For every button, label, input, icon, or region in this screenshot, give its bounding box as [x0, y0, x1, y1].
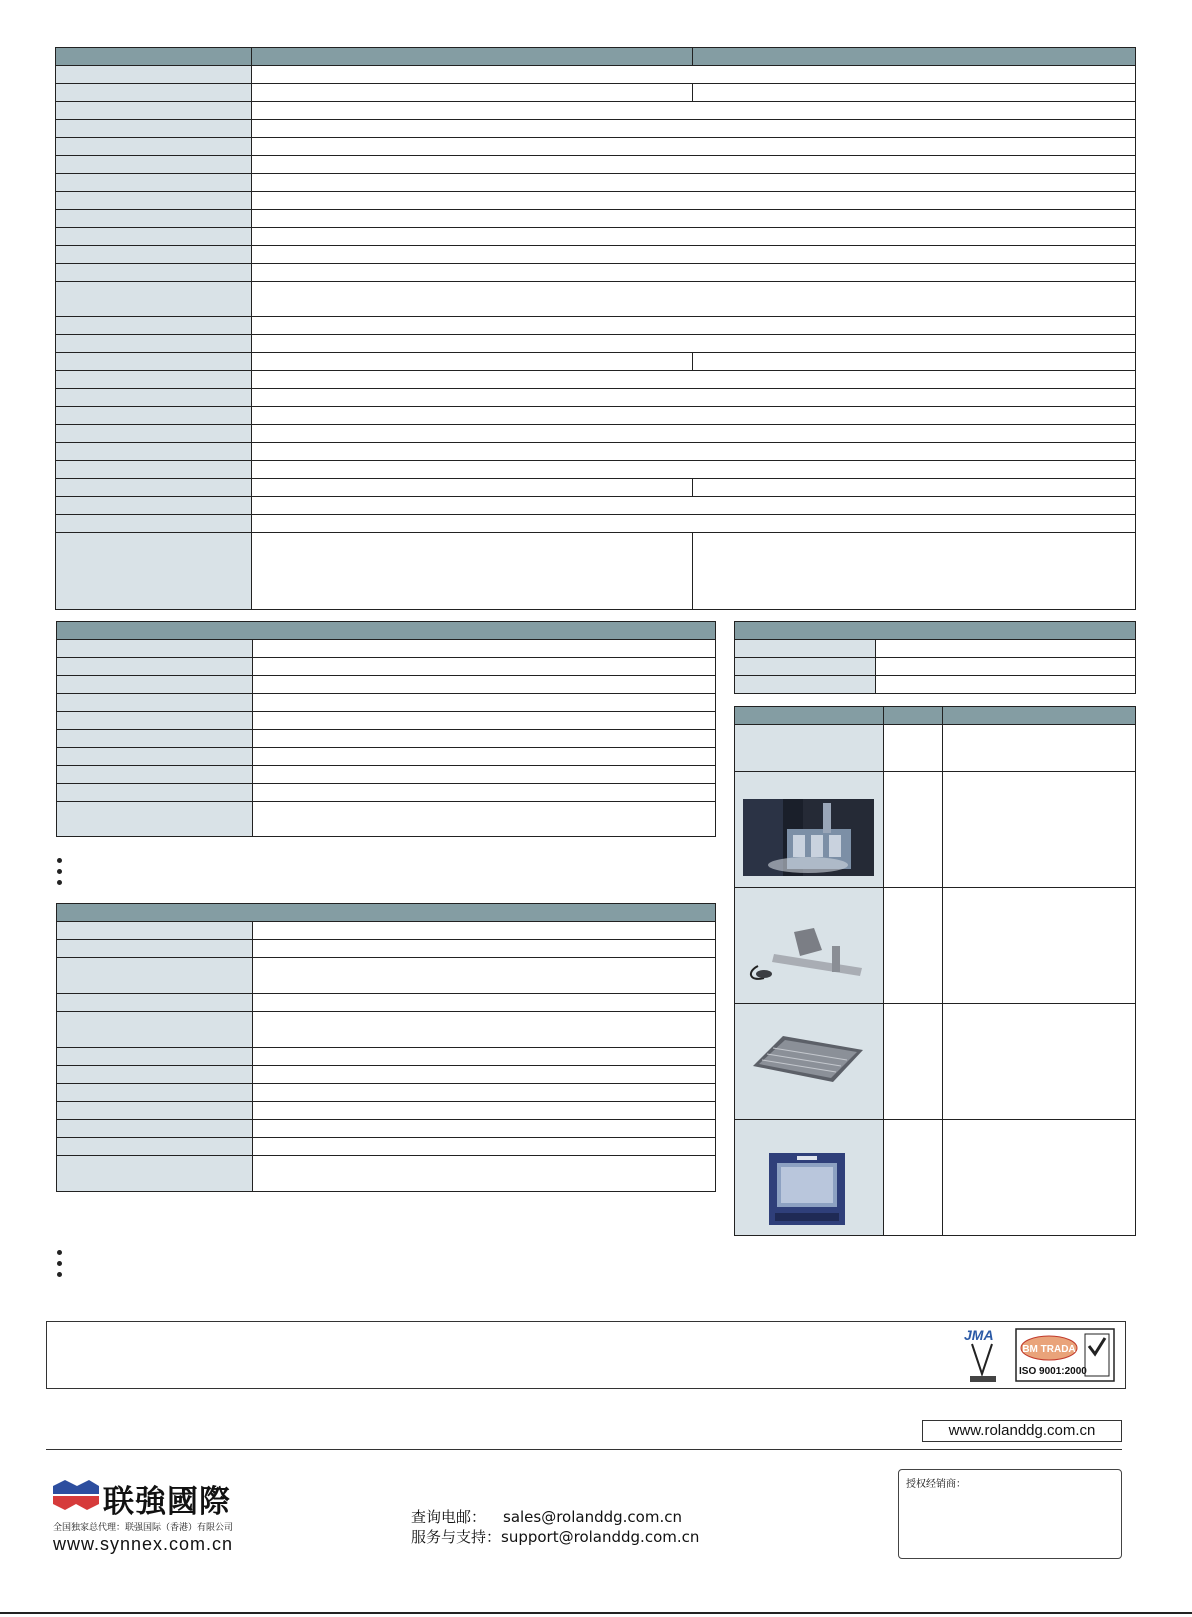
page-bottom-line	[0, 1612, 1192, 1614]
table-row	[56, 371, 1136, 389]
table-row	[57, 784, 716, 802]
table-row	[56, 317, 1136, 335]
bullet-list	[57, 858, 62, 891]
table-row	[56, 84, 1136, 102]
distributor-subtitle: 全国独家总代理：联强国际（香港）有限公司	[53, 1523, 234, 1533]
table-row	[56, 246, 1136, 264]
table-row	[57, 694, 716, 712]
table-row	[56, 210, 1136, 228]
table-row	[57, 802, 716, 837]
table-row	[56, 407, 1136, 425]
table-row	[56, 443, 1136, 461]
website-link[interactable]: www.rolanddg.com.cn	[922, 1420, 1122, 1442]
distributor-url[interactable]: www.synnex.com.cn	[53, 1534, 234, 1554]
table-row	[735, 640, 1136, 658]
table-row	[57, 748, 716, 766]
table-row	[57, 1012, 716, 1048]
support-label: 服务与支持：	[411, 1528, 502, 1546]
table-row	[56, 174, 1136, 192]
table-row	[57, 940, 716, 958]
sales-label: 查询电邮：	[411, 1508, 487, 1526]
dealer-box	[898, 1469, 1122, 1559]
table-row	[56, 335, 1136, 353]
table-row	[56, 353, 1136, 371]
table-row	[57, 1156, 716, 1192]
table-row	[57, 1084, 716, 1102]
table-row	[57, 1066, 716, 1084]
distributor-name: 联強國際	[103, 1484, 231, 1520]
footer-divider	[46, 1449, 1122, 1450]
rotary-axis-photo	[744, 910, 866, 988]
table-row	[57, 1138, 716, 1156]
table-row	[57, 1048, 716, 1066]
bullet-dot	[57, 880, 62, 885]
options-header-row	[57, 904, 716, 922]
table-row	[57, 1120, 716, 1138]
table-row	[56, 515, 1136, 533]
bullet-dot	[57, 858, 62, 863]
table-row	[57, 958, 716, 994]
jma-logo-icon	[962, 1326, 1004, 1384]
table-row	[735, 658, 1136, 676]
table-row	[56, 497, 1136, 515]
machine-closeup-photo	[743, 799, 874, 876]
table-row	[56, 461, 1136, 479]
table-row	[735, 725, 1136, 772]
synnex-mark-icon	[53, 1480, 99, 1510]
bullet-dot	[57, 1250, 62, 1255]
table-row	[57, 1102, 716, 1120]
contact-info	[411, 1507, 699, 1547]
table-row	[57, 658, 716, 676]
table-row	[57, 766, 716, 784]
svg-text:ISO 9001:2000: ISO 9001:2000	[1019, 1366, 1087, 1377]
bullet-dot	[57, 1261, 62, 1266]
table-row	[56, 425, 1136, 443]
bullet-dot	[57, 869, 62, 874]
spec-header-row	[56, 48, 1136, 66]
table-row	[56, 282, 1136, 317]
table-row	[57, 730, 716, 748]
table-row	[56, 156, 1136, 174]
table-row	[57, 922, 716, 940]
bm-trada-iso-logo-icon	[1015, 1328, 1115, 1382]
vacuum-table-photo	[753, 1034, 864, 1084]
sales-row	[411, 1507, 699, 1527]
table-row	[57, 640, 716, 658]
bullet-dot	[57, 1272, 62, 1277]
certification-box	[46, 1321, 1126, 1389]
table-row	[56, 533, 1136, 610]
table-row	[56, 102, 1136, 120]
bullet-list	[57, 1250, 62, 1283]
table-row	[56, 228, 1136, 246]
table-row	[735, 676, 1136, 694]
dealer-label: 授权经销商：	[906, 1479, 966, 1490]
table-row	[56, 192, 1136, 210]
table-row	[57, 712, 716, 730]
small-header-row	[735, 622, 1136, 640]
table-row	[56, 479, 1136, 497]
table-row	[56, 264, 1136, 282]
table-row	[56, 138, 1136, 156]
table-row	[57, 676, 716, 694]
options-table-1	[56, 621, 716, 837]
small-spec-table	[734, 621, 1136, 694]
table-row	[56, 66, 1136, 84]
options-table-2	[56, 903, 716, 1192]
svg-text:JMA: JMA	[964, 1327, 994, 1343]
sales-email[interactable]: sales@rolanddg.com.cn	[503, 1508, 682, 1526]
support-row	[411, 1527, 699, 1547]
table-row	[56, 389, 1136, 407]
svg-text:BM TRADA: BM TRADA	[1022, 1344, 1076, 1355]
support-email[interactable]: support@rolanddg.com.cn	[501, 1528, 700, 1546]
table-row	[57, 994, 716, 1012]
options-header-row	[57, 622, 716, 640]
enclosure-cabinet-photo	[767, 1151, 847, 1227]
spec-table	[55, 47, 1136, 610]
table-row	[56, 120, 1136, 138]
accessories-header-row	[735, 707, 1136, 725]
